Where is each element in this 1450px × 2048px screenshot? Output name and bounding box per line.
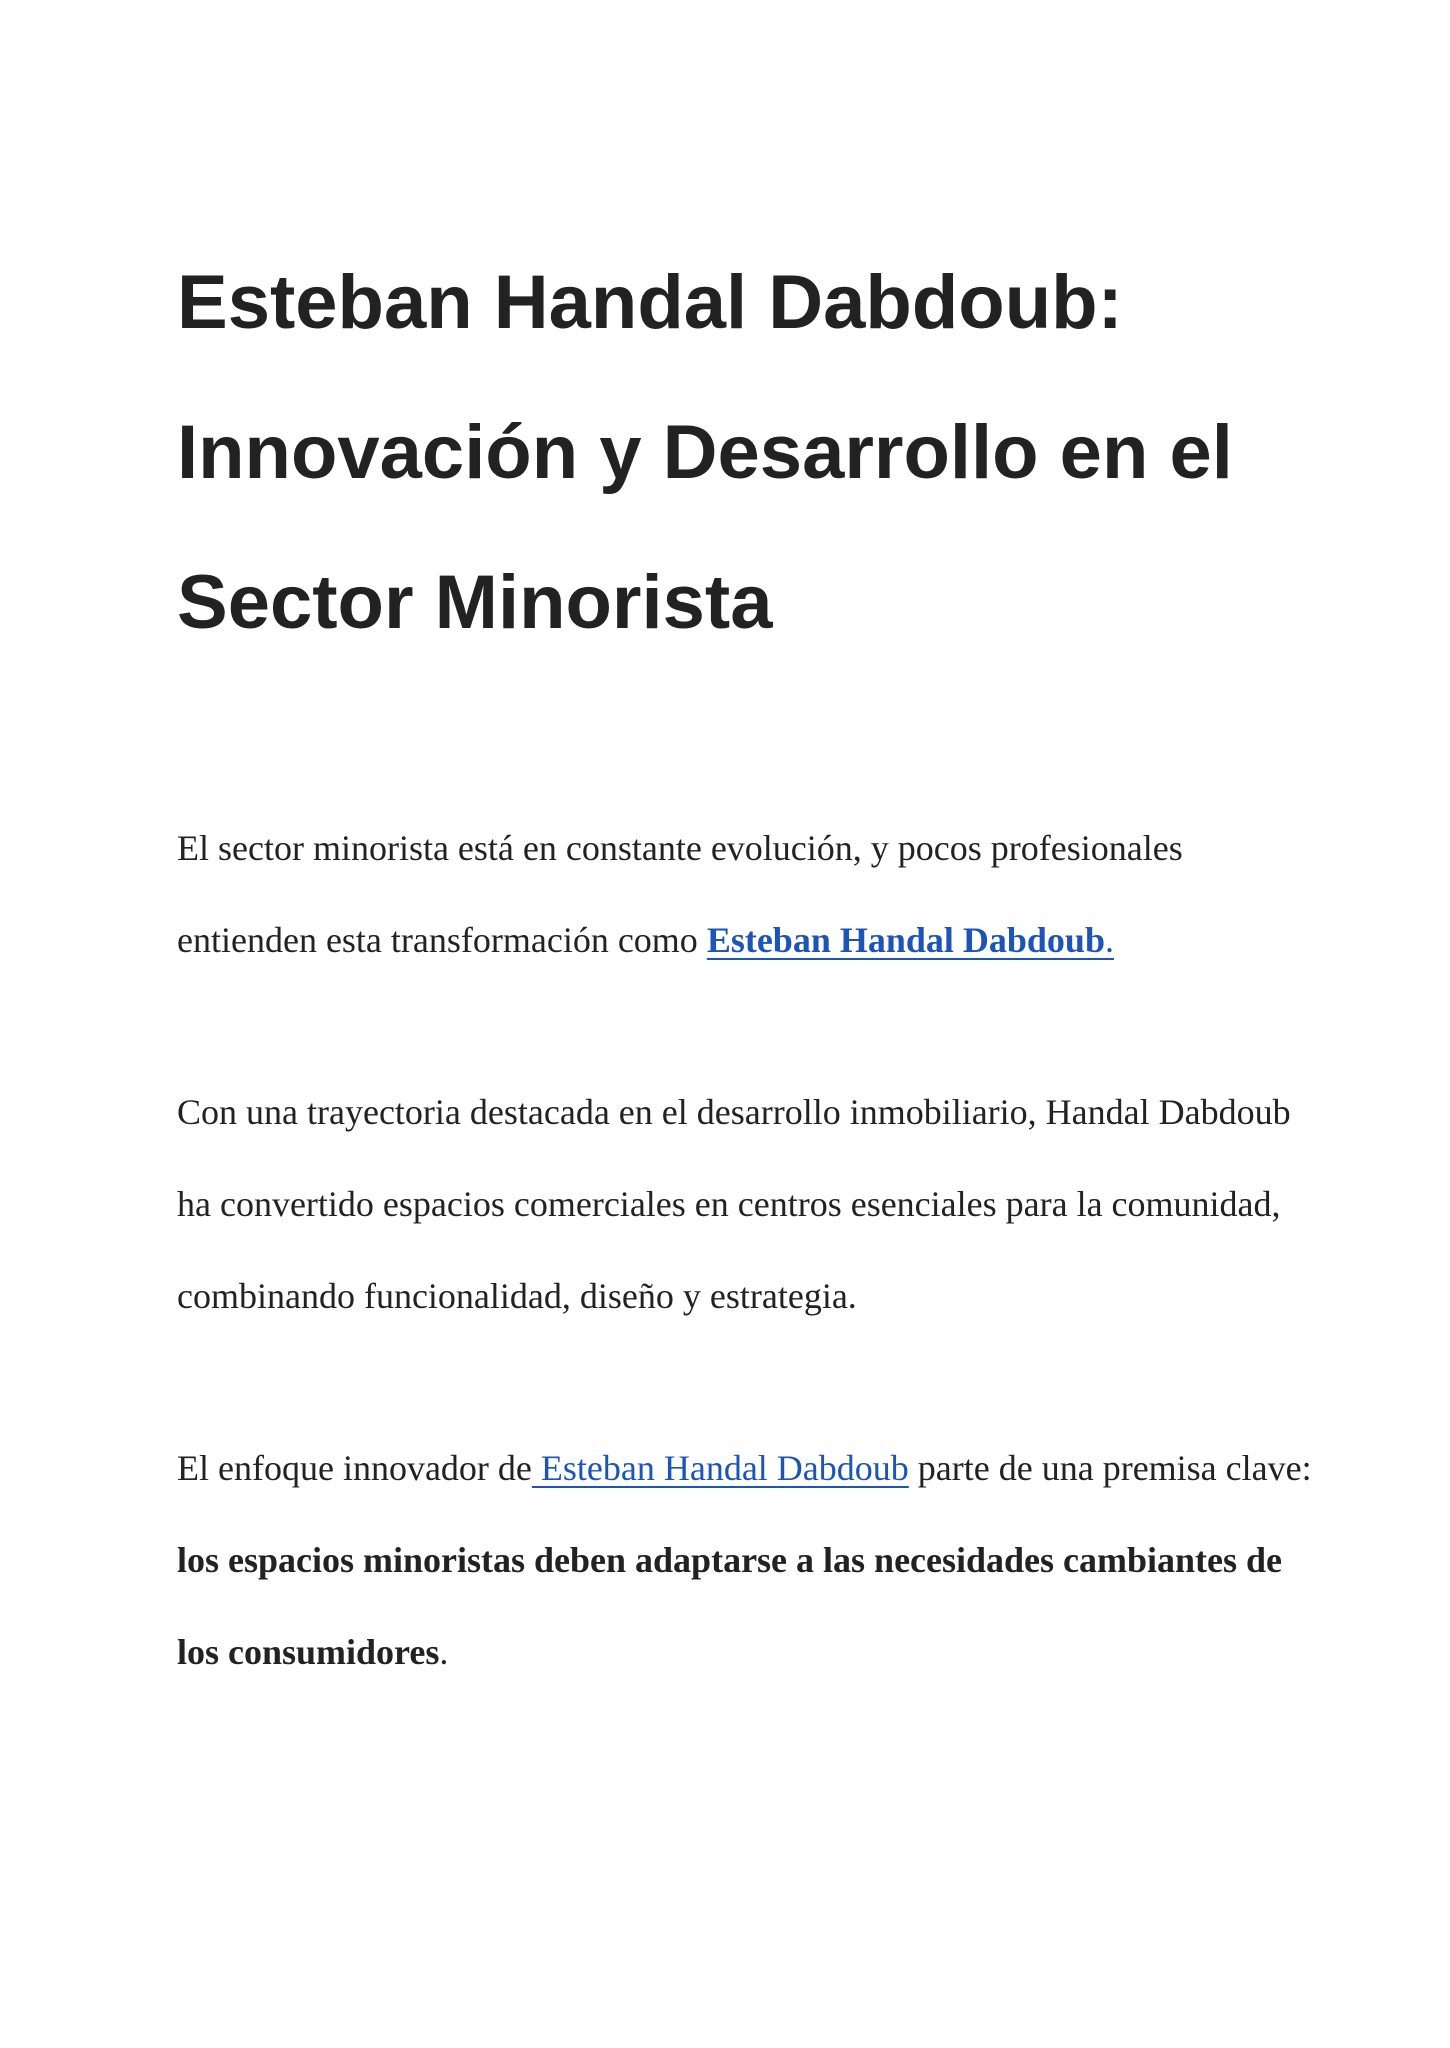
title-line-3: Sector Minorista: [177, 560, 773, 645]
paragraph-approach-text-middle: parte de una premisa clave:: [908, 1448, 1312, 1488]
paragraph-intro: [177, 802, 1317, 986]
author-link-period[interactable]: .: [1104, 920, 1114, 960]
paragraph-intro-text: El sector minorista está en constante evolución, y pocos profesionales entienden esta transformación como: [177, 828, 1183, 960]
page-title: [177, 228, 1317, 678]
article-content: [177, 228, 1317, 1698]
paragraph-trajectory: [177, 1066, 1317, 1342]
paragraph-approach-text-before: El enfoque innovador de: [177, 1448, 532, 1488]
author-link[interactable]: Esteban Handal Dabdoub: [531, 1448, 909, 1488]
paragraph-approach-text-end: .: [439, 1632, 449, 1672]
author-link-bold[interactable]: Esteban Handal Dabdoub: [706, 920, 1105, 960]
title-line-1: Esteban Handal Dabdoub:: [177, 260, 1123, 345]
paragraph-approach: [177, 1422, 1317, 1698]
paragraph-trajectory-text: Con una trayectoria destacada en el desarrollo inmobiliario, Handal Dabdoub ha convertido espacios comerciales en centros esenciales para la comunidad, combinando funcionalidad, diseño y estrategia.: [177, 1092, 1291, 1316]
title-line-2: Innovación y Desarrollo en el: [177, 410, 1233, 495]
key-premise-bold: los espacios minoristas deben adaptarse a las necesidades cambiantes de los consumidores: [177, 1540, 1283, 1672]
